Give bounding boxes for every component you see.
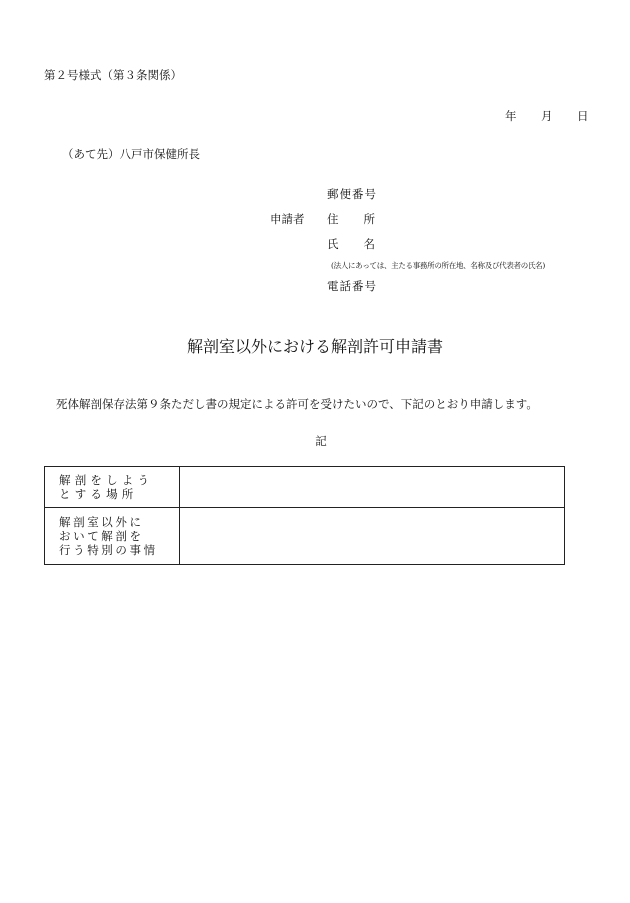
reason-label-line-1: 解剖室以外に	[59, 515, 144, 529]
document-title: 解剖室以外における解剖許可申請書	[186, 337, 443, 356]
table-row-location	[45, 467, 565, 508]
corporation-note: (法人にあっては、主たる事務所の所在地、名称及び代表者の氏名)	[331, 261, 545, 270]
reason-label-line-3: 行う特別の事情	[59, 543, 158, 557]
body-text: 死体解剖保存法第９条ただし書の規定による許可を受けたいので、下記のとおり申請します。	[56, 397, 538, 411]
name-label-char-1: 氏	[327, 237, 339, 251]
reason-field[interactable]	[180, 508, 565, 565]
date-month-label: 月	[541, 109, 553, 123]
name-label-char-2: 名	[363, 237, 375, 251]
location-label-line-1: 解剖をしよう	[59, 473, 154, 487]
application-table	[44, 466, 565, 565]
reason-label	[45, 508, 180, 565]
location-field[interactable]	[180, 467, 565, 508]
address-label-char-2: 所	[363, 212, 375, 226]
form-number: 第２号様式（第３条関係）	[44, 68, 182, 82]
ki-heading: 記	[315, 434, 327, 448]
table-row-reason	[45, 508, 565, 565]
name-label	[327, 236, 379, 255]
address-label-char-1: 住	[327, 212, 339, 226]
address-label	[327, 211, 379, 230]
postal-code-label: 郵便番号	[327, 187, 377, 201]
date-year-label: 年	[505, 109, 517, 123]
location-label	[45, 467, 180, 508]
reason-label-line-2: おいて解剖を	[59, 529, 144, 543]
applicant-label: 申請者	[270, 212, 305, 226]
date-day-label: 日	[577, 109, 589, 123]
location-label-line-2: とする場所	[59, 487, 138, 501]
phone-label: 電話番号	[327, 279, 377, 293]
addressee: （あて先）八戸市保健所長	[62, 147, 200, 161]
